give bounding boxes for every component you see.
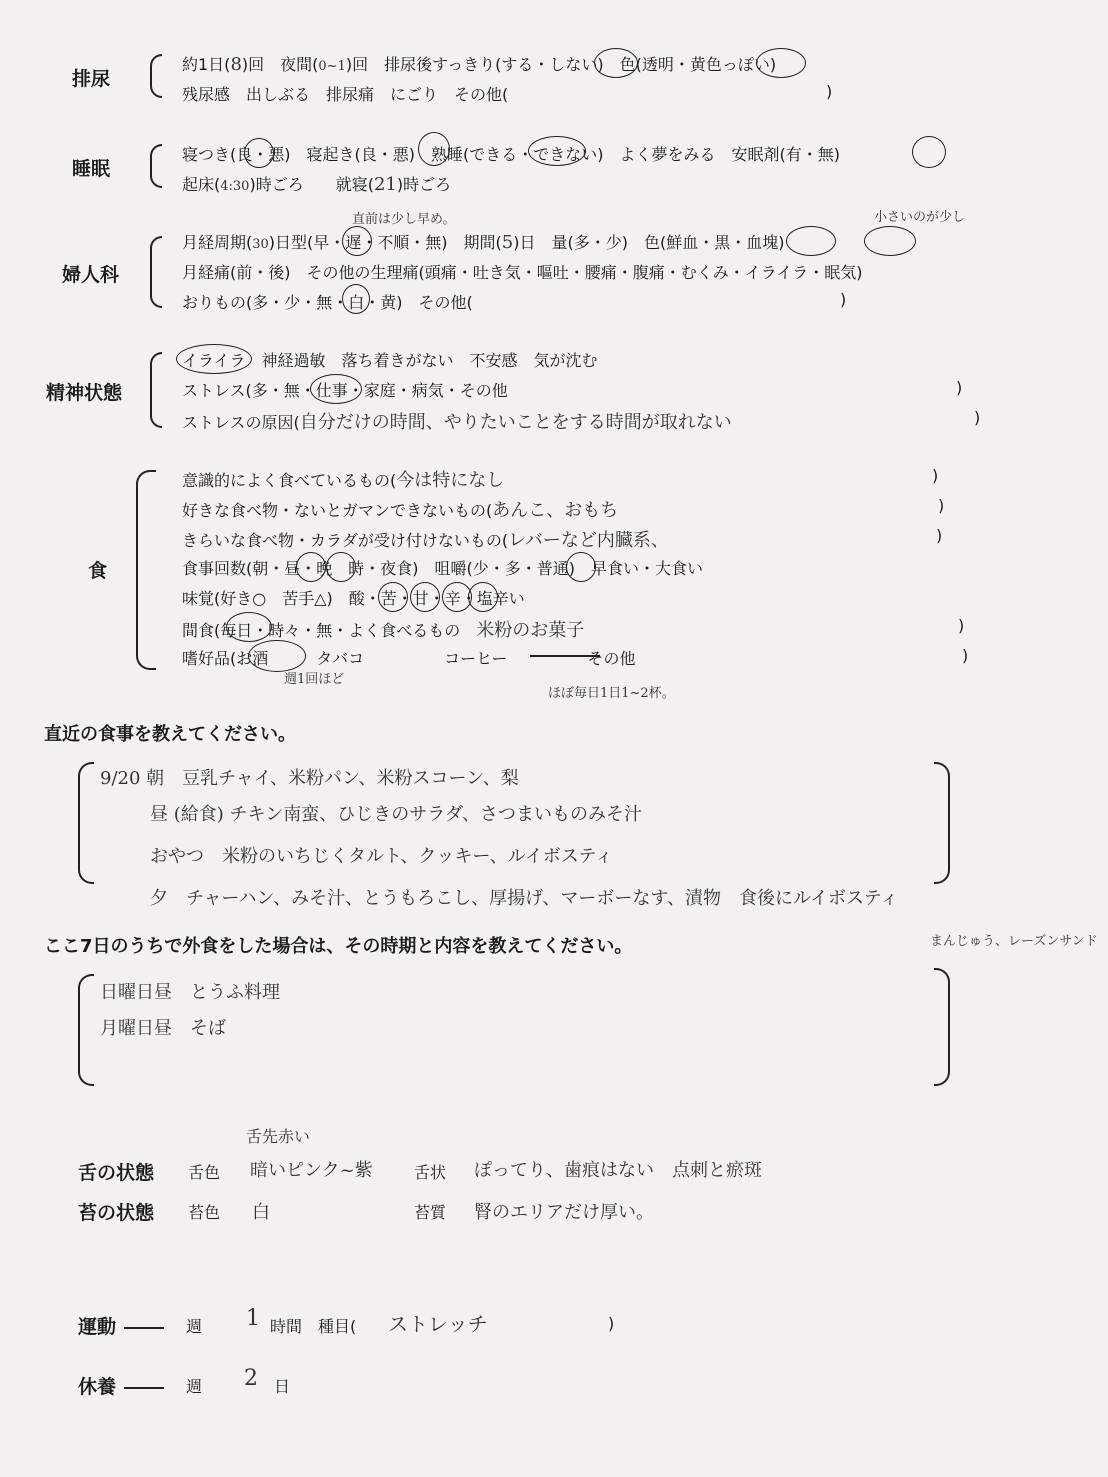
gyne-line3: おりもの(多・少・無・白・黄) その他( [182,293,473,312]
exercise-type: ストレッチ [388,1312,488,1336]
sleep-label: 睡眠 [72,158,111,180]
food-line5: 味覚(好き○ 苦手△) 酸・苦・甘・辛・塩辛い [182,589,525,608]
coating-color-value: 白 [252,1202,270,1223]
urination-brace [150,54,162,98]
circle-mark [410,582,440,612]
circle-mark [864,226,916,256]
meals-open-bracket [78,762,94,884]
food-line7: 嗜好品(お酒 タバコ コーヒー その他 [182,649,636,668]
food-line2: 好きな食べ物・ないとガマンできないもの(あんこ、おもち [182,500,619,521]
circle-mark [310,374,362,404]
recent-meals-line4: 夕 チャーハン、みそ汁、とうもろこし、厚揚げ、マーボーなす、漬物 食後にルイボスティ [150,888,899,909]
urination-label: 排尿 [72,68,111,90]
circle-mark [342,226,372,256]
circle-mark [244,138,274,168]
tongue-shape-value: ぽってり、歯痕はない 点刺と瘀斑 [474,1160,762,1181]
gyne-label: 婦人科 [62,264,120,286]
sleep-line2: 起床(4:30)時ごろ 就寝(21)時ごろ [182,174,452,195]
gyne-line2: 月経痛(前・後) その他の生理痛(頭痛・吐き気・嘔吐・腰痛・腹痛・むくみ・イライラ・眠気) [182,263,863,282]
urination-line1: 約1日(8)回 夜間(0~1)回 排尿後すっきり(する・しない) 色(透明・黄色っぽい) [182,54,777,75]
gyne-note-left: 直前は少し早め。 [352,212,456,227]
mental-line3: ストレスの原因(自分だけの時間、やりたいことをする時間が取れない [182,412,732,433]
food-line1: 意識的によく食べているもの(今は特になし [182,470,505,491]
recent-meals-line2: 昼 (給食) チキン南蛮、ひじきのサラダ、さつまいものみそ汁 [150,804,643,825]
exercise-end: ) [608,1314,615,1333]
tongue-color-label: 舌色 [188,1163,221,1182]
exercise-row [78,1312,172,1339]
food-line7-end: ) [962,646,969,665]
circle-mark [912,136,946,168]
strike-line [530,655,600,657]
circle-mark [418,132,450,166]
sleep-brace [150,144,162,188]
recent-meals-line3: おやつ 米粉のいちじくタルト、クッキー、ルイボスティ [150,846,613,867]
mental-brace [150,352,162,428]
gyne-note-right: 小さいのが少し [874,210,966,225]
circle-mark [296,552,326,582]
food-line2-end: ) [938,496,945,515]
rest-week: 週 [186,1377,203,1396]
coating-label: 苔の状態 [78,1202,155,1224]
coating-quality-value: 腎のエリアだけ厚い。 [474,1202,654,1223]
food-line3-end: ) [936,526,943,545]
eating-out-heading: ここ7日のうちで外食をした場合は、その時期と内容を教えてください。 [44,936,633,957]
eating-out-close-bracket [934,968,950,1086]
tongue-color-value: 暗いピンク~紫 [250,1160,373,1181]
coating-color-label: 苔色 [188,1203,221,1222]
rest-days: 2 [244,1366,258,1391]
circle-mark [528,136,586,166]
sleep-line1: 寝つき(良・悪) 寝起き(良・悪) 熟睡(できる・できない) よく夢をみる 安眠剤(有・無) [182,145,840,164]
food-label: 食 [88,560,108,582]
circle-mark [326,552,356,582]
circle-mark [176,344,252,374]
mental-line2-end: ) [956,378,963,397]
gyne-line3-end: ) [840,290,847,309]
food-line1-end: ) [932,466,939,485]
exercise-unit: 時間 種目( [270,1317,357,1336]
gyne-line1: 月経周期(30)日型(早・遅・不順・無) 期間(5)日 量(多・少) 色(鮮血・黒・血塊) [182,232,785,253]
mental-line2: ストレス(多・無・仕事・家庭・病気・その他 [182,381,508,400]
rest-row [78,1372,172,1399]
urination-line2: 残尿感 出しぶる 排尿痛 にごり その他( [182,85,509,104]
eating-out-line1: 日曜日昼 とうふ料理 [100,982,280,1003]
circle-mark [786,226,836,256]
meals-close-bracket [934,762,950,884]
eating-out-open-bracket [78,974,94,1086]
coating-quality-label: 苔質 [414,1203,447,1222]
mental-line3-end: ) [974,408,981,427]
eating-out-line2: 月曜日昼 そば [100,1018,226,1039]
circle-mark [594,48,638,78]
food-line6-end: ) [958,616,965,635]
exercise-week: 週 [186,1317,203,1336]
rest-label: 休養 [78,1376,117,1398]
circle-mark [756,48,806,78]
urination-line2-end: ) [826,82,833,101]
tongue-note: 舌先赤い [246,1127,311,1146]
rest-unit: 日 [274,1377,291,1396]
circle-mark [378,582,408,612]
food-line6: 間食(毎日・時々・無・よく食べるもの 米粉のお菓子 [182,620,585,641]
food-line3: きらいな食べ物・カラダが受け付けないもの(レバーなど内臓系、 [182,530,669,551]
food-brace [136,470,156,670]
circle-mark [566,552,596,582]
gyne-brace [150,236,162,308]
tongue-label: 舌の状態 [78,1162,155,1184]
tongue-shape-label: 舌状 [414,1163,447,1182]
exercise-hours: 1 [246,1306,260,1331]
exercise-label: 運動 [78,1316,117,1338]
recent-meals-heading: 直近の食事を教えてください。 [44,724,296,745]
circle-mark [468,582,498,612]
mental-line1: イライラ 神経過敏 落ち着きがない 不安感 気が沈む [182,351,598,370]
recent-meals-line5: まんじゅう、レーズンサンド [930,934,1098,949]
food-note-alcohol: 週1回ほど [284,672,345,687]
food-note-coffee: ほぼ毎日1日1~2杯。 [548,686,675,701]
food-line4: 食事回数(朝・昼・晩 時・夜食) 咀嚼(少・多・普通) 早食い・大食い [182,559,703,578]
circle-mark [226,612,272,642]
circle-mark [342,284,370,314]
recent-meals-line1: 9/20 朝 豆乳チャイ、米粉パン、米粉スコーン、梨 [100,768,519,789]
mental-label: 精神状態 [46,382,123,404]
